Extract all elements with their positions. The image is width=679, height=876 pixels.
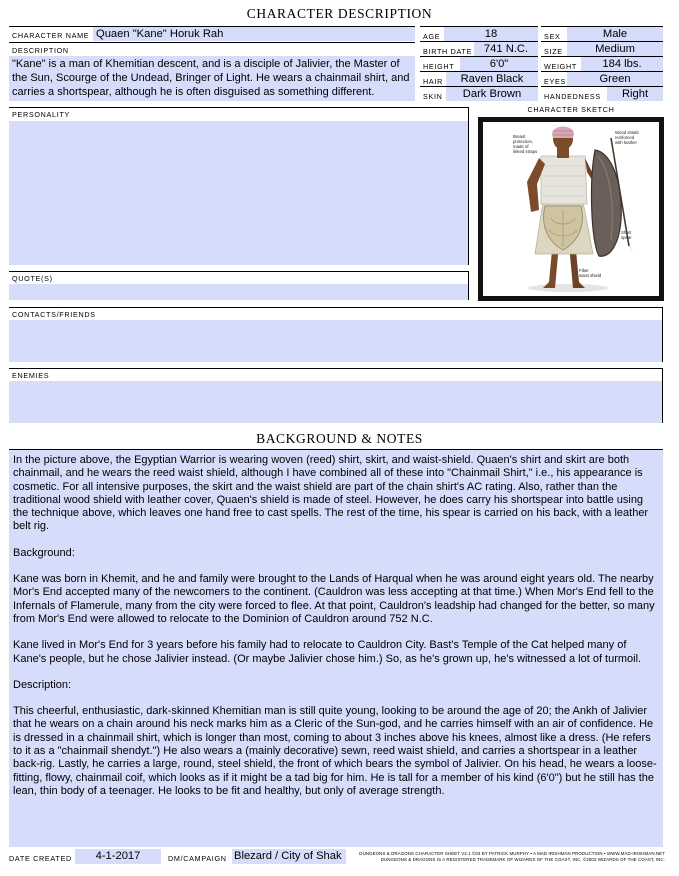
notes-paragraph: Description: xyxy=(13,678,72,691)
quotes-section xyxy=(9,271,469,300)
svg-text:Fiber: Fiber xyxy=(579,268,589,273)
contacts-label: CONTACTS/FRIENDS xyxy=(12,310,96,319)
handedness-cell xyxy=(541,86,663,101)
skin-label: SKIN xyxy=(423,92,443,101)
campaign-label: DM/CAMPAIGN xyxy=(168,854,227,863)
enemies-field[interactable] xyxy=(9,381,662,423)
svg-text:linked straps: linked straps xyxy=(513,149,538,154)
svg-text:with leather: with leather xyxy=(615,140,637,145)
enemies-label: ENEMIES xyxy=(12,371,50,380)
description-section xyxy=(9,42,415,101)
notes-paragraph: Kane was born in Khemit, and he and family were brought to the Lands of Harqual when he was around eight years old. The nearby Mor's End accepted many of the newcomers to the continent. (Cauldron was less accepting at that time.) When Mor's End fell to the Infernals of Flamerule, many from the city were forced to flee. At that point, Cauldron's leadship had changed for the better, so many from Mor's End were allowed to relocate to the Dominion of Cauldron around 752 N.C. xyxy=(13,573,655,625)
svg-text:Short: Short xyxy=(621,230,632,235)
svg-text:made of: made of xyxy=(513,144,529,149)
personality-field[interactable] xyxy=(9,121,468,265)
svg-text:spear: spear xyxy=(621,235,632,240)
character-name-field[interactable]: Quaen "Kane" Horuk Rah xyxy=(93,27,415,41)
sex-field[interactable]: Male xyxy=(567,27,663,41)
svg-text:reinforced: reinforced xyxy=(615,135,635,140)
character-sketch xyxy=(478,117,664,301)
notes-paragraph: In the picture above, the Egyptian Warrior is wearing woven (reed) shirt, skirt, and waist-shield. Quaen's shirt and skirt are both chainmail, and he wears the reed waist shield, although I have combined all of these into "Chainmail Shirt," i.e., his appearance is cosmetic. For all intensive purposes, the skirt and the waist shield are part of the chain shirt's AC rating. Also, rather than the traditional wood shield with leather cover, Quaen's shield is made of steel. However, he does carry his shortspear into battle using the technique above, which leaves one hand free to cast spells. The rest of the time, his spear is carried on his back, with a leather belt rig. xyxy=(13,454,649,533)
height-label: HEIGHT xyxy=(423,62,455,71)
svg-text:Breast: Breast xyxy=(513,134,526,139)
page-title: CHARACTER DESCRIPTION xyxy=(246,6,433,21)
hair-cell xyxy=(420,71,538,86)
date-created-field[interactable]: 4-1-2017 xyxy=(75,849,161,864)
skin-cell xyxy=(420,86,538,101)
age-field[interactable]: 18 xyxy=(444,27,538,41)
age-label: AGE xyxy=(423,32,441,41)
hair-label: HAIR xyxy=(423,77,443,86)
quotes-field[interactable] xyxy=(9,284,468,300)
size-cell xyxy=(541,41,663,56)
size-label: SIZE xyxy=(544,47,563,56)
character-name-row xyxy=(9,26,415,41)
eyes-cell xyxy=(541,71,663,86)
credit-line-2: DUNGEONS & DRAGONS IS A REGISTERED TRADEMARK OF WIZARDS OF THE COAST, INC. ©2003 WIZARDS OF THE COAST, INC. xyxy=(380,857,665,862)
sex-label: SEX xyxy=(544,32,561,41)
campaign-field[interactable]: Blezard / City of Shak xyxy=(232,849,346,864)
svg-text:Wood shield: Wood shield xyxy=(615,130,639,135)
weight-field[interactable]: 184 lbs. xyxy=(581,57,663,71)
background-title: BACKGROUND & NOTES xyxy=(256,431,423,446)
notes-paragraph: Background: xyxy=(13,546,75,559)
quotes-label: QUOTE(S) xyxy=(12,274,53,283)
footer-fields xyxy=(9,849,344,865)
sex-cell xyxy=(541,26,663,41)
svg-text:protection,: protection, xyxy=(513,139,534,144)
birth-date-field[interactable]: 741 N.C. xyxy=(474,42,538,56)
contacts-section xyxy=(9,307,663,362)
warrior-illustration xyxy=(483,122,659,296)
credit-line-1: DUNGEONS & DRAGONS CHARACTER SHEET V2.1 ©03 BY PATRICK MURPHY • A MAD IRISHMAN PRODUCTION • WWW.MAD-IRISHMAN.NET xyxy=(359,851,665,856)
height-field[interactable]: 6'0" xyxy=(460,57,538,71)
background-notes-field[interactable] xyxy=(9,449,663,847)
birth-date-cell xyxy=(420,41,538,56)
birth-date-label: BIRTH DATE xyxy=(423,47,473,56)
weight-cell xyxy=(541,56,663,71)
sketch-label: CHARACTER SKETCH xyxy=(527,105,615,114)
age-cell xyxy=(420,26,538,41)
date-created-label: DATE CREATED xyxy=(9,854,72,863)
eyes-field[interactable]: Green xyxy=(567,72,663,86)
skin-field[interactable]: Dark Brown xyxy=(446,87,538,101)
weight-label: WEIGHT xyxy=(544,62,577,71)
personality-section xyxy=(9,107,469,265)
notes-paragraph: This cheerful, enthusiastic, dark-skinned Khemitian man is still quite young, looking to be around the age of 20; the Ankh of Jalivier that he wears on a chain around his neck marks him as a Cleric of the Sun-god, and he carries himself with an air of confidence. He is dressed in a chainmail shirt, which is longer than most, coming to about 3 inches above his knees, almost like a dress. (He refers to it as a "chainmail shendyt.") He also wears a (mainly decorative) sewn, reed waist shield, and carries a shortspear in a leather back-rig. Lastly, he carries a large, round, steel shield, the front of which bears the symbol of Jalivier. On his head, he wears a loose-fitting, flowy, chainmail coif, which looks as if it might be a tad big for him. He is tall for a member of his kind (6'0") but he still has the lean, thin body of a teenager. He looks to be fit and healthy, but only of average strength. xyxy=(13,705,657,797)
description-label: DESCRIPTION xyxy=(12,46,69,55)
height-cell xyxy=(420,56,538,71)
svg-text:waist shield: waist shield xyxy=(579,273,602,278)
personality-label: PERSONALITY xyxy=(12,110,71,119)
handedness-label: HANDEDNESS xyxy=(544,92,601,101)
contacts-field[interactable] xyxy=(9,320,662,362)
hair-field[interactable]: Raven Black xyxy=(446,72,538,86)
character-name-label: CHARACTER NAME xyxy=(12,31,90,40)
handedness-field[interactable]: Right xyxy=(607,87,663,101)
size-field[interactable]: Medium xyxy=(567,42,663,56)
description-field[interactable]: "Kane" is a man of Khemitian descent, and is a disciple of Jalivier, the Master of the Sun, Scourge of the Undead, Bringer of Light. He wears a chainmail shirt, and carries a shortspear, although he is often disguised as something different. xyxy=(9,56,415,101)
notes-paragraph: Kane lived in Mor's End for 3 years before his family had to relocate to Cauldron City. Bast's Temple of the Cat helped many of Kane's people, but he chose Jalivier instead. (Or maybe Jalivier chose him.) So, as he's grown up, he's witnessed a lot of turmoil. xyxy=(13,639,642,665)
eyes-label: EYES xyxy=(544,77,566,86)
enemies-section xyxy=(9,368,663,423)
footer-credits xyxy=(347,851,665,863)
